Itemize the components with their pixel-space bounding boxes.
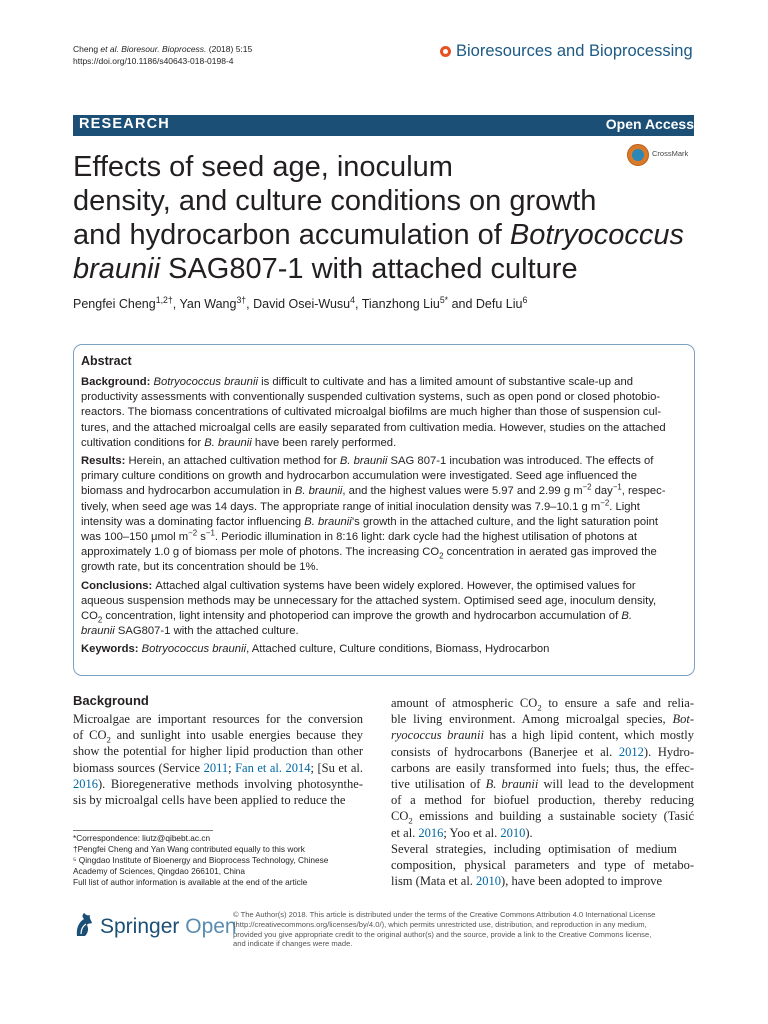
abstract-line: approximately 1.0 g of biomass per mole of photons. The increasing $CO_2$ concentration in aerated gas improved the <box>81 546 657 561</box>
author-name[interactable]: , David Osei-Wusu <box>246 297 351 311</box>
citation-line <box>73 43 252 55</box>
body-text-line: of a method for biofuel production, thereby reducing <box>391 793 694 808</box>
body-text-line: biomass sources (Service 2011; Fan et al. 2014; [Su et al. <box>73 760 363 775</box>
abstract-line: braunii SAG807-1 with the attached culture. <box>81 625 299 638</box>
author-name[interactable]: , Tianzhong Liu <box>355 297 440 311</box>
abstract-line: tures, and the attached microalgal cells are easily separated from cultivation media. However, studies on the attached <box>81 421 666 434</box>
title-line <box>73 218 713 252</box>
body-text-line: sis by microalgal cells have been applied to reduce the <box>73 793 346 807</box>
title-species: braunii <box>73 253 161 285</box>
open-access-label: Open Access <box>605 116 694 132</box>
article-type-label: RESEARCH <box>79 116 170 132</box>
abstract-line: primary culture conditions on growth and hydrocarbon accumulation were investigated. Seed age influenced the <box>81 470 637 483</box>
author-affiliation: 5* <box>439 294 449 305</box>
abstract-line: cultivation conditions for B. braunii have been rarely performed. <box>81 436 397 449</box>
body-text-line: Several strategies, including optimisation of medium <box>391 841 677 856</box>
citation-link[interactable]: 2016 <box>73 776 98 791</box>
citation-link[interactable]: 2011 <box>203 760 229 775</box>
section-heading: Background <box>73 693 149 708</box>
abstract-line: Conclusions: Attached algal cultivation systems have been widely explored. However, the optimised values for <box>81 579 636 592</box>
abstract-section-label: Background: <box>81 376 154 388</box>
journal-name: Bioresources and Bioprocessing <box>456 42 693 60</box>
journal-logo-icon <box>440 46 451 57</box>
abstract-line: growth rate, but its concentration should be 1%. <box>81 561 319 574</box>
body-text-line: 2016). Bioregenerative methods involving photosynthe- <box>73 776 363 791</box>
citation-link[interactable]: 2010 <box>476 874 502 889</box>
abstract-line: aqueous suspension methods may be unnecessary for the attached system. Optimised seed age, inoculum density, <box>81 594 657 607</box>
affiliation-note: Academy of Sciences, Qingdao 266101, China <box>73 866 246 876</box>
citation-year: (2018) 5:15 <box>206 44 253 54</box>
body-text-line: ble living environment. Among microalgal species, Bot- <box>391 712 694 727</box>
footnote-divider <box>73 830 213 831</box>
body-text-line: et al. 2016; Yoo et al. 2010). <box>391 825 533 840</box>
keyword-list: , Attached culture, Culture conditions, Biomass, Hydrocarbon <box>246 643 550 656</box>
title-line <box>73 252 713 286</box>
author-affiliation: 3† <box>236 294 247 305</box>
body-text-line: lism (Mata et al. 2010), have been adopted to improve <box>391 874 663 889</box>
author-name[interactable]: , Yan Wang <box>172 297 237 311</box>
journal-logo <box>440 41 694 63</box>
doi-link[interactable]: https://doi.org/10.1186/s40643-018-0198-4 <box>73 56 234 66</box>
correspondence-note: *Correspondence: liutz@qibebt.ac.cn <box>73 833 211 843</box>
affiliation-note: ⁵ Qingdao Institute of Bioenergy and Bioprocess Technology, Chinese <box>73 855 329 865</box>
body-text-line: consists of hydrocarbons (Banerjee et al. 2012). Hydro- <box>391 744 695 759</box>
title-line: density, and culture conditions on growth <box>73 185 597 217</box>
abstract-line: productivity assessments with conventionally suspended cultivation systems, such as open pond or closed photobio- <box>81 391 661 404</box>
open-access-badge <box>580 115 694 136</box>
keyword: Botryococcus braunii <box>141 643 247 656</box>
license-line: © The Author(s) 2018. This article is distributed under the terms of the Creative Commons Attribution 4.0 International License <box>233 910 656 919</box>
body-text-line: show the potential for higher lipid production than other <box>73 744 363 759</box>
abstract-section-label: Results: <box>81 455 129 467</box>
author-info-note: Full list of author information is available at the end of the article <box>73 877 308 887</box>
body-text-line: tive utilisation of B. braunii will lead to the development <box>391 777 694 791</box>
license-text <box>233 910 655 949</box>
citation-link[interactable]: 2010 <box>500 825 526 840</box>
author-affiliation: 6 <box>522 294 528 305</box>
abstract-line: tively, when seed age was 14 days. The appropriate range of initial inoculation density was 7.9–10.1 g $m^{-2}$. Light <box>81 497 640 513</box>
citation-header <box>73 43 252 67</box>
abstract-heading: Abstract <box>81 354 132 368</box>
abstract-line: Results: Herein, an attached cultivation method for B. braunii SAG 807-1 incubation was introduced. The effects of <box>81 455 654 467</box>
publisher-open: Open <box>185 915 237 938</box>
body-text-line: $CO_2$ emissions and building a sustainable society (Tasić <box>391 809 694 826</box>
crossmark-label: CrossMark <box>652 149 689 158</box>
citation-link[interactable]: 2016 <box>418 825 444 840</box>
publisher-name <box>100 915 237 939</box>
keywords-line <box>81 642 549 657</box>
author-affiliation: 1,2† <box>155 294 173 305</box>
author-list <box>73 294 528 311</box>
title-text: and hydrocarbon accumulation of <box>73 219 510 251</box>
author-affiliation: 4 <box>350 294 356 305</box>
title-text: SAG807-1 with attached culture <box>160 253 578 285</box>
keywords-label: Keywords: <box>81 643 142 656</box>
abstract-line: $CO_2$ concentration, light intensity and photoperiod can improve the growth and hydrocarbon accumulation of B. <box>81 610 632 625</box>
abstract-line: was 100–150 μmol $m^{-2}$ $s^{-1}$. Periodic illumination in 8:16 light: dark cycle had the highest utilisation of photons at <box>81 528 637 543</box>
abstract-line: intensity was a dominating factor influencing B. braunii’s growth in the attached culture, and the light saturation point <box>81 515 659 528</box>
springer-horse-icon <box>73 912 95 938</box>
abstract-line: biomass and hydrocarbon accumulation in B. braunii, and the highest values were 5.97 and 2.99 g $m^{-2}$ day$^{-1}$, respec- <box>81 482 666 498</box>
citation-journal: et al. Bioresour. Bioprocess. <box>100 44 207 54</box>
body-text-line: carbons are easily transformed into fuels; thus, the effec- <box>391 760 694 775</box>
body-text-line: ryococcus braunii has a high lipid content, which mostly <box>391 728 695 743</box>
title-species: Botryococcus <box>509 219 684 251</box>
equal-contribution-note: †Pengfei Cheng and Yan Wang contributed equally to this work <box>73 844 305 854</box>
author-name[interactable]: and Defu Liu <box>448 297 523 311</box>
citation-link[interactable]: 2012 <box>618 744 644 759</box>
abstract-section-label: Conclusions: <box>81 579 156 592</box>
license-line[interactable]: (http://creativecommons.org/licenses/by/4.0/), which permits unrestricted use, distribution, and reproduction in any medium, <box>233 919 647 929</box>
body-text-line: Microalgae are important resources for the conversion <box>73 712 363 726</box>
license-line: and indicate if changes were made. <box>233 939 353 949</box>
citation-author: Cheng <box>73 44 101 54</box>
publisher-springer: Springer <box>100 915 180 938</box>
citation-link[interactable]: Fan et al. 2014 <box>235 760 311 775</box>
abstract-line: Background: Botryococcus braunii is difficult to cultivate and has a limited amount of substantive scale-up and <box>81 376 633 388</box>
author-name[interactable]: Pengfei Cheng <box>73 297 156 311</box>
body-text-line: amount of atmospheric $CO_2$ to ensure a safe and relia- <box>391 696 694 713</box>
body-text-line: composition, physical parameters and type of metabo- <box>391 858 694 872</box>
abstract-line: reactors. The biomass concentrations of cultivated microalgal biofilms are much higher than those of suspension cul- <box>81 406 662 419</box>
license-line: provided you give appropriate credit to the original author(s) and the source, provide a link to the Creative Commons license, <box>233 929 652 939</box>
article-title <box>73 150 713 286</box>
body-text-line: of $CO_2$ and sunlight into usable energies because they <box>73 728 363 745</box>
title-line: Effects of seed age, inoculum <box>73 151 453 183</box>
publisher-logo <box>73 910 237 944</box>
